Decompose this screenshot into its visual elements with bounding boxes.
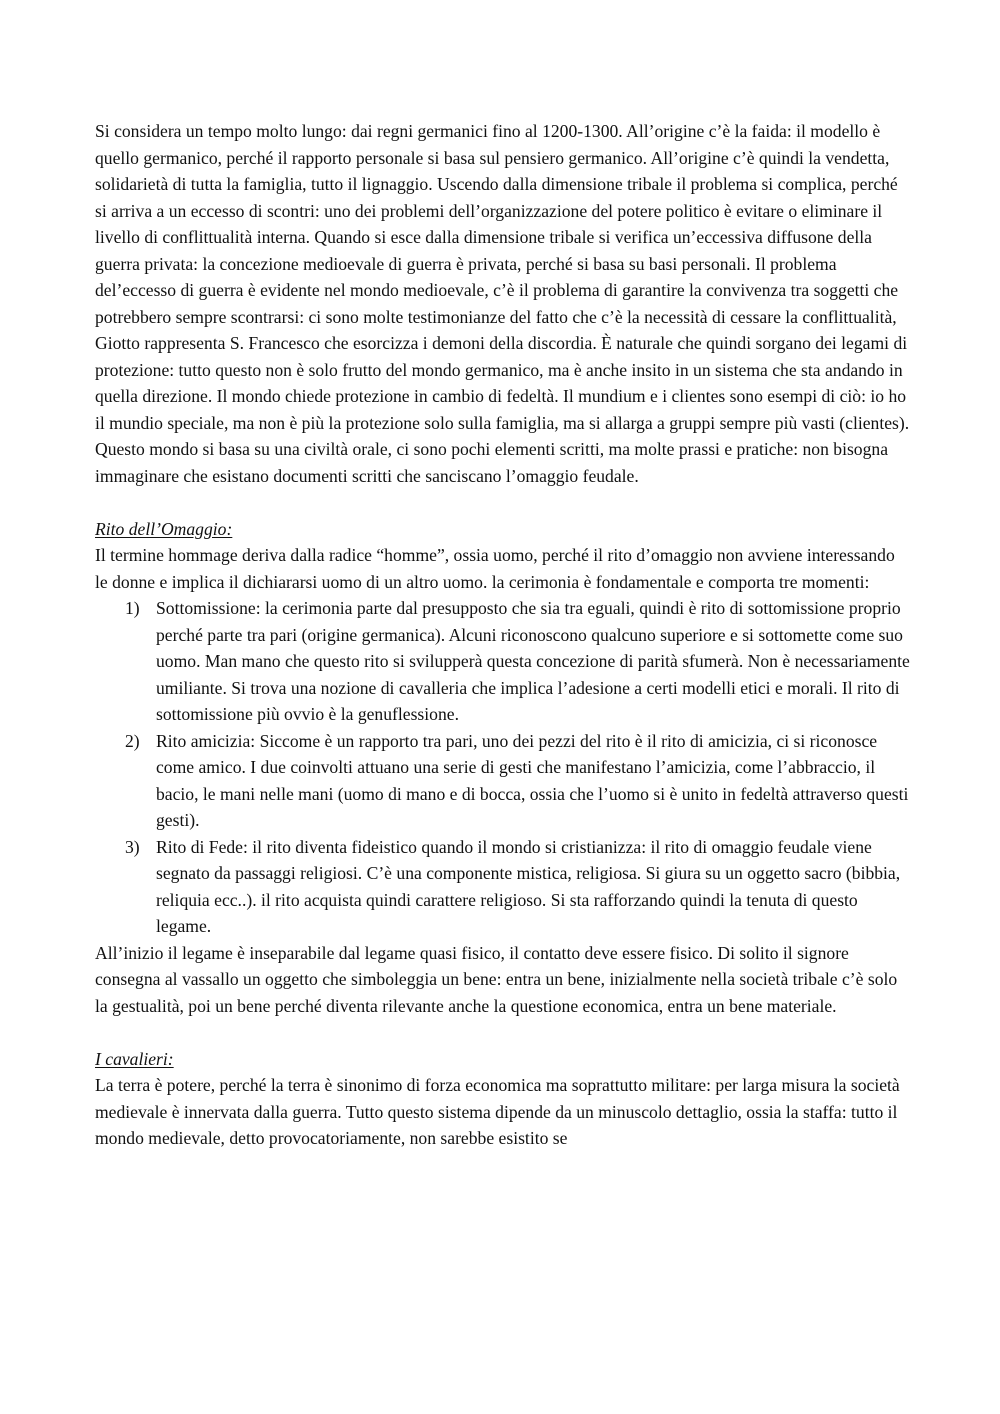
intro-paragraph: Si considera un tempo molto lungo: dai regni germanici fino al 1200-1300. All’origine c’è la faida: il modello è quello germanico, perché il rapporto personale si basa sul pensiero germanico. All’origine c’è quindi la vendetta, solidarietà di tutta la famiglia, tutto il lignaggio. Uscendo dalla dimensione tribale il problema si complica, perché si arriva a un eccesso di scontri: uno dei problemi dell’organizzazione del potere politico è evitare o eliminare il livello di conflittualità interna. Quando si esce dalla dimensione tribale si verifica un’eccessiva diffusone della guerra privata: la concezione medioevale di guerra è privata, perché si basa su basi personali. Il problema del’eccesso di guerra è evidente nel mondo medioevale, c’è il problema di garantire la convivenza tra soggetti che potrebbero sempre scontrarsi: ci sono molte testimonianze del fatto che c’è la necessità di cessare la conflittualità, Giotto rappresenta S. Francesco che esorcizza i demoni della discordia. È naturale che quindi sorgano dei legami di protezione: tutto questo non è solo frutto del mondo germanico, ma è anche insito in un sistema che sta andando in quella direzione. Il mondo chiede protezione in cambio di fedeltà. Il mundium e i clientes sono esempi di ciò: io ho il mundio speciale, ma non è più la protezione solo sulla famiglia, ma si allarga a gruppi sempre più vasti (clientes). Questo mondo si basa su una civiltà orale, ci sono pochi elementi scritti, ma molte prassi e pratiche: non bisogna immaginare che esistano documenti scritti che sanciscano l’omaggio feudale. (95, 121, 910, 486)
section-heading-cavalieri: I cavalieri: (95, 1048, 174, 1069)
list-item-text: Rito di Fede: il rito diventa fideistico quando il mondo si cristianizza: il rito di omaggio feudale viene segnato da passaggi religiosi. C’è una componente mistica, religiosa. Si giura su un oggetto sacro (bibbia, reliquia ecc..). il rito acquista quindi carattere religioso. Si sta rafforzando quindi la tenuta di questo legame. (156, 836, 901, 936)
cavalieri-paragraph: La terra è potere, perché la terra è sinonimo di forza economica ma soprattutto militare: per larga misura la società medievale è innervata dalla guerra. Tutto questo sistema dipende da un minuscolo dettaglio, ossia la staffa: tutto il mondo medievale, detto provocatoriamente, non sarebbe esistito se (95, 1075, 900, 1148)
document-page (95, 118, 910, 1152)
section-heading-omaggio: Rito dell’Omaggio: (95, 518, 233, 539)
paragraph-spacer (95, 489, 910, 516)
omaggio-intro-paragraph: Il termine hommage deriva dalla radice “homme”, ossia uomo, perché il rito d’omaggio non avviene interessando le donne e implica il dichiararsi uomo di un altro uomo. la cerimonia è fondamentale e comporta tre momenti: (95, 545, 895, 592)
list-item (95, 728, 910, 834)
omaggio-closing-paragraph: All’inizio il legame è inseparabile dal legame quasi fisico, il contatto deve essere fisico. Di solito il signore consegna al vassallo un oggetto che simboleggia un bene: entra un bene, inizialmente nella società tribale c’è solo la gestualità, poi un bene perché diventa rilevante anche la questione economica, entra un bene materiale. (95, 942, 898, 1016)
list-item-number: 1) (125, 598, 140, 618)
list-item-text: Sottomissione: la cerimonia parte dal presupposto che sia tra eguali, quindi è rito di sottomissione proprio perché parte tra pari (origine germanica). Alcuni riconoscono qualcuno superiore e si sottomette come suo uomo. Man mano che questo rito si svilupperà questa concezione di parità sfumerà. Non è necessariamente umiliante. Si trova una nozione di cavalleria che implica l’adesione a certi modelli etici e morali. Il rito di sottomissione più ovvio è la genuflessione. (156, 598, 910, 724)
list-item (95, 595, 910, 728)
list-item-number: 2) (125, 730, 140, 751)
paragraph-spacer (95, 1019, 910, 1046)
list-item (95, 834, 910, 940)
list-item-text: Rito amicizia: Siccome è un rapporto tra pari, uno dei pezzi del rito è il rito di amicizia, ci si riconosce come amico. I due coinvolti attuano una serie di gesti che manifestano l’amicizia, come l’abbraccio, il bacio, le mani nelle mani (uomo di mano e di bocca, ossia che l’uomo si è unito in fedeltà attraverso questi gesti). (156, 730, 909, 830)
list-item-number: 3) (125, 836, 140, 857)
omaggio-steps-list (95, 595, 910, 940)
